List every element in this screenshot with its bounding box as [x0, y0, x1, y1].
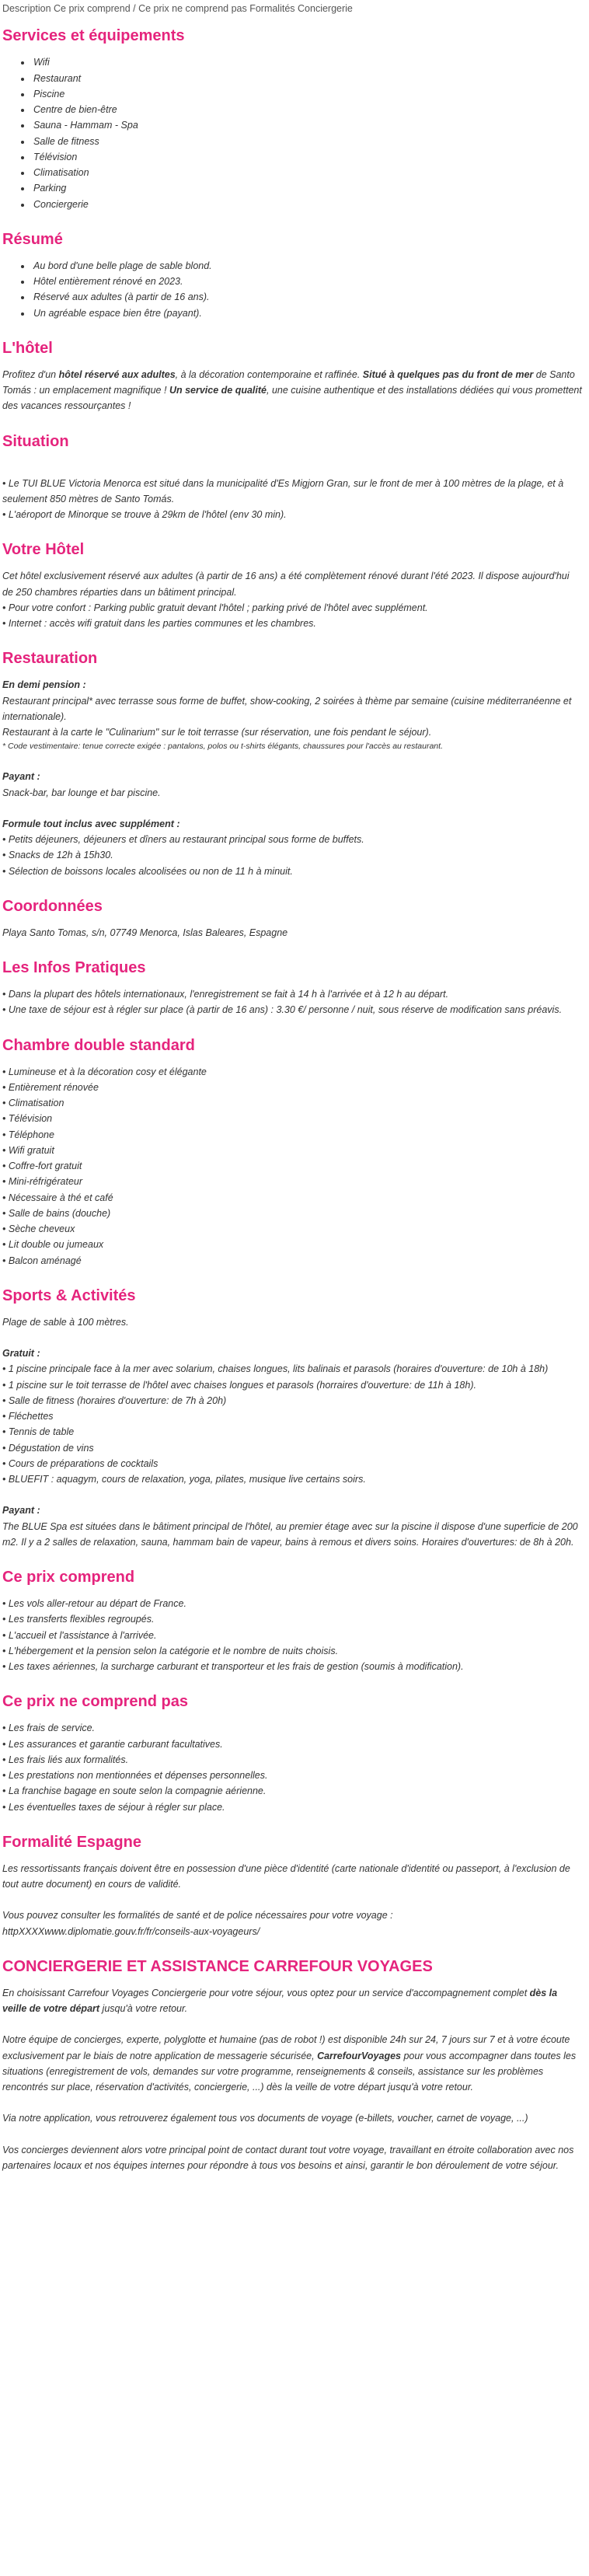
text-strong: CarrefourVoyages — [317, 2050, 401, 2061]
label-strong: Payant : — [2, 1505, 40, 1517]
list-item: • Hôtel entièrement rénové en 2023. — [32, 274, 582, 289]
votre-hotel-title: Votre Hôtel — [2, 541, 85, 559]
sports-title: Sports & Activités — [2, 1286, 136, 1304]
votre-hotel-line: • Internet : accès wifi gratuit dans les parties communes et les chambres. — [2, 616, 582, 631]
chambre-item: • Wifi gratuit — [2, 1143, 582, 1158]
spacer — [2, 1487, 582, 1503]
text-strong: Un service de qualité — [169, 385, 267, 396]
list-item: • Conciergerie — [32, 197, 582, 212]
comprend-item: • Les vols aller-retour au départ de France. — [2, 1596, 582, 1611]
address: Playa Santo Tomas, s/n, 07749 Menorca, Islas Baleares, Espagne — [2, 927, 288, 938]
ne-comprend-item: • Les frais de service. — [2, 1720, 582, 1736]
chambre-item: • Téléphone — [2, 1127, 582, 1143]
infos-item: • Une taxe de séjour est à régler sur place (à partir de 16 ans) : 3.30 €/ personne / nuit, sous réserve de modification sans préavis. — [2, 1002, 582, 1017]
chambre-item: • Sèche cheveux — [2, 1221, 582, 1237]
situation-line: • Le TUI BLUE Victoria Menorca est situé dans la municipalité d'Es Migjorn Gran, sur le front de mer à 100 mètres de la plage, et à seulement 850 mètres de Santo Tomás. — [2, 476, 582, 508]
chambre-item: • Lumineuse et à la décoration cosy et élégante — [2, 1064, 582, 1080]
formalite-title: Formalité Espagne — [2, 1833, 141, 1851]
infos-title: Les Infos Pratiques — [2, 959, 146, 976]
comprend-item: • L'accueil et l'assistance à l'arrivée. — [2, 1628, 582, 1643]
pension-line: Restaurant à la carte le "Culinarium" sur le toit terrasse (sur réservation, une fois pendant le séjour). — [2, 727, 432, 738]
plage-line: Plage de sable à 100 mètres. — [2, 1316, 129, 1328]
formalite-consult: Vous pouvez consulter les formalités de santé et de police nécessaires pour votre voyage : — [2, 1910, 393, 1922]
comprend-title: Ce prix comprend — [2, 1569, 135, 1586]
pension-line: Restaurant principal* avec terrasse sous forme de buffet, show-cooking, 2 soirées à thème par semaine (cuisine méditerranéenne et internationale). — [2, 695, 572, 722]
list-item: • Restaurant — [32, 71, 582, 86]
gratuit-item: • BLUEFIT : aquagym, cours de relaxation, yoga, pilates, musique live certains soirs. — [2, 1471, 582, 1487]
label-strong: Formule tout inclus avec supplément : — [2, 818, 180, 829]
hotel-title: L'hôtel — [2, 339, 53, 357]
text-strong: hôtel réservé aux adultes — [58, 368, 176, 380]
gratuit-item: • 1 piscine principale face à la mer avec solarium, chaises longues, lits balinais et parasols (horaires d'ouverture: de 10h à 18h) — [2, 1361, 582, 1377]
chambre-item: • Salle de bains (douche) — [2, 1206, 582, 1221]
text-span: pour vous accompagner dans toutes les situations (enregistrement de vols, demandes sur votre programme, renseignements & conseils, assistance sur les problèmes rencontrés sur place, réservation d'activités, conciergerie, ...) dès la veille de votre départ jusqu'à votre retour. — [2, 2050, 577, 2093]
comprend-item: • Les taxes aériennes, la surcharge carburant et transporteur et les frais de gestion (soumis à modification). — [2, 1659, 582, 1674]
situation-line: • L'aéroport de Minorque se trouve à 29km de l'hôtel (env 30 min). — [2, 507, 582, 522]
gratuit-item: • Tennis de table — [2, 1424, 582, 1440]
label-strong: Gratuit : — [2, 1348, 40, 1359]
sports-payant-label — [2, 1503, 582, 1518]
spacer — [2, 753, 582, 769]
chambre-item: • Mini-réfrigérateur — [2, 1174, 582, 1189]
ne-comprend-item: • La franchise bagage en soute selon la compagnie aérienne. — [2, 1783, 582, 1799]
gratuit-label — [2, 1346, 582, 1361]
spacer — [2, 2095, 582, 2110]
infos-item: • Dans la plupart des hôtels internationaux, l'enregistrement se fait à 14 h à l'arrivée et à 12 h au départ. — [2, 986, 582, 1002]
breadcrumb-nav[interactable]: Description Ce prix comprend / Ce prix ne comprend pas Formalités Conciergerie — [2, 3, 353, 14]
chambre-item: • Entièrement rénovée — [2, 1080, 582, 1095]
list-item: • Piscine — [32, 86, 582, 102]
hotel-description — [2, 367, 582, 414]
conciergerie-paragraph: Vos concierges deviennent alors votre principal point de contact durant tout votre voyage, travaillant en étroite collaboration avec nos partenaires locaux et nos équipes internes pour répondre à tous vos besoins et ainsi, garantir le bon déroulement de votre séjour. — [2, 2144, 574, 2171]
text-span: de Santo Tomás : un emplacement magnifique ! — [2, 368, 575, 396]
chambre-item: • Télévision — [2, 1111, 582, 1126]
conciergerie-paragraph — [2, 1985, 582, 2017]
list-item: • Wifi — [32, 54, 582, 70]
votre-hotel-line: • Pour votre confort : Parking public gratuit devant l'hôtel ; parking privé de l'hôtel avec supplément. — [2, 600, 582, 616]
payant-line: Snack-bar, bar lounge et bar piscine. — [2, 787, 161, 798]
gratuit-item: • 1 piscine sur le toit terrasse de l'hôtel avec chaises longues et parasols (horraires d'ouverture: de 11h à 18h). — [2, 1377, 582, 1393]
formalite-text: Les ressortissants français doivent être en possession d'une pièce d'identité (carte nationale d'identité ou passeport, à l'exclusion de tout autre document) en cours de validité. — [2, 1862, 570, 1890]
list-item: • Parking — [32, 180, 582, 196]
chambre-title: Chambre double standard — [2, 1036, 195, 1054]
label-strong: En demi pension : — [2, 679, 86, 691]
text-span: Profitez d'un — [2, 368, 59, 380]
formule-item: • Petits déjeuners, déjeuners et dîners au restaurant principal sous forme de buffets. — [2, 832, 582, 847]
resume-title: Résumé — [2, 230, 63, 248]
ne-comprend-item: • Les éventuelles taxes de séjour à régler sur place. — [2, 1799, 582, 1815]
comprend-item: • L'hébergement et la pension selon la catégorie et le nombre de nuits choisis. — [2, 1643, 582, 1659]
list-item: • Au bord d'une belle plage de sable blond. — [32, 258, 582, 274]
conciergerie-title: CONCIERGERIE ET ASSISTANCE CARREFOUR VOYAGES — [2, 1957, 433, 1975]
list-item: • Climatisation — [32, 165, 582, 180]
comprend-item: • Les transferts flexibles regroupés. — [2, 1611, 582, 1627]
spa-description: The BLUE Spa est situées dans le bâtiment principal de l'hôtel, au premier étage avec sur la piscine il dispose d'une superficie de 200 m2. Il y a 2 salles de relaxation, sauna, hammam bain de vapeur, bains à remous et divers soins. Horaires d'ouvertures: de 8h à 20h. — [2, 1520, 578, 1548]
votre-hotel-intro: Cet hôtel exclusivement réservé aux adultes (à partir de 16 ans) a été complètement rénové durant l'été 2023. Il dispose aujourd'hui de 250 chambres réparties dans un bâtiment principal. — [2, 571, 570, 598]
situation-title: Situation — [2, 432, 69, 450]
list-item: • Réservé aux adultes (à partir de 16 ans). — [32, 289, 582, 305]
text-span: En choisissant Carrefour Voyages Conciergerie pour votre séjour, vous optez pour un service d'accompagnement complet — [2, 1987, 530, 1998]
chambre-item: • Balcon aménagé — [2, 1253, 582, 1269]
chambre-item: • Lit double ou jumeaux — [2, 1237, 582, 1252]
text-span: , à la décoration contemporaine et raffinée. — [175, 368, 363, 380]
formule-item: • Sélection de boissons locales alcoolisées ou non de 11 h à minuit. — [2, 864, 582, 879]
payant-label — [2, 769, 582, 784]
spacer — [2, 460, 582, 476]
chambre-item: • Nécessaire à thé et café — [2, 1190, 582, 1206]
list-item: • Salle de fitness — [32, 134, 582, 149]
spacer — [2, 1330, 582, 1346]
conciergerie-paragraph — [2, 2032, 582, 2095]
chambre-item: • Climatisation — [2, 1095, 582, 1111]
ne-comprend-item: • Les prestations non mentionnées et dépenses personnelles. — [2, 1768, 582, 1783]
list-item: • Télévision — [32, 149, 582, 165]
gratuit-item: • Dégustation de vins — [2, 1440, 582, 1456]
resume-list — [2, 258, 582, 321]
gratuit-item: • Fléchettes — [2, 1408, 582, 1424]
text-strong: dès la veille de votre départ — [2, 1987, 558, 2014]
list-item: • Un agréable espace bien être (payant). — [32, 305, 582, 321]
dress-code-note: * Code vestimentaire: tenue correcte exigée : pantalons, polos ou t-shirts élégants, chaussures pour l'accès au restaurant. — [2, 742, 443, 752]
formule-item: • Snacks de 12h à 15h30. — [2, 847, 582, 863]
ne-comprend-title: Ce prix ne comprend pas — [2, 1693, 188, 1711]
text-span: , une cuisine authentique et des installations dédiées qui vous promettent des vacances ressourçantes ! — [2, 385, 582, 412]
spacer — [2, 2127, 582, 2142]
list-item: • Sauna - Hammam - Spa — [32, 117, 582, 133]
formalite-link[interactable]: httpXXXXwww.diplomatie.gouv.fr/fr/conseils-aux-voyageurs/ — [2, 1925, 260, 1937]
list-item: • Centre de bien-être — [32, 102, 582, 117]
ne-comprend-item: • Les assurances et garantie carburant facultatives. — [2, 1737, 582, 1752]
formule-label — [2, 816, 582, 832]
pension-label — [2, 677, 582, 693]
coordonnees-title: Coordonnées — [2, 897, 103, 915]
services-list — [2, 54, 582, 212]
spacer — [2, 2016, 582, 2032]
chambre-item: • Coffre-fort gratuit — [2, 1158, 582, 1174]
spacer — [2, 801, 582, 816]
ne-comprend-item: • Les frais liés aux formalités. — [2, 1752, 582, 1768]
text-strong: Situé à quelques pas du front de mer — [362, 368, 534, 380]
conciergerie-paragraph: Via notre application, vous retrouverez également tous vos documents de voyage (e-billets, voucher, carnet de voyage, ...) — [2, 2113, 528, 2124]
label-strong: Payant : — [2, 771, 40, 783]
spacer — [2, 1892, 582, 1908]
gratuit-item: • Cours de préparations de cocktails — [2, 1456, 582, 1471]
text-span: jusqu'à votre retour. — [99, 2003, 188, 2014]
restauration-title: Restauration — [2, 650, 98, 668]
text-span: Notre équipe de concierges, experte, polyglotte et humaine (pas de robot !) est disponible 24h sur 24, 7 jours sur 7 et à votre écoute exclusivement par le biais de notre application de messagerie sécurisée, — [2, 2034, 570, 2061]
gratuit-item: • Salle de fitness (horaires d'ouverture: de 7h à 20h) — [2, 1393, 582, 1408]
services-title: Services et équipements — [2, 27, 185, 45]
